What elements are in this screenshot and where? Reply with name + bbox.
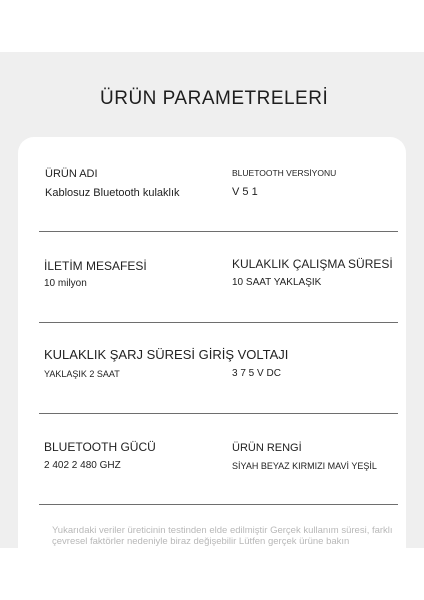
param-value-product-color: SİYAH BEYAZ KIRMIZI MAVİ YEŞİL <box>232 461 377 471</box>
row-divider <box>39 231 398 232</box>
disclaimer-line: Yukarıdaki veriler üreticinin testinden elde edilmiştir Gerçek kullanım süresi, farklı <box>52 525 393 536</box>
param-value-transmission-distance: 10 milyon <box>44 278 87 289</box>
param-value-bluetooth-version: V 5 1 <box>232 186 258 198</box>
row-divider <box>39 504 398 505</box>
param-label-product-name: ÜRÜN ADI <box>45 168 98 180</box>
param-value-product-name: Kablosuz Bluetooth kulaklık <box>45 187 180 199</box>
row-divider <box>39 322 398 323</box>
disclaimer-line: çevresel faktörler nedeniyle biraz değişebilir Lütfen gerçek ürüne bakın <box>52 536 350 547</box>
param-value-charge-time: YAKLAŞIK 2 SAAT <box>44 369 120 379</box>
page-title: ÜRÜN PARAMETRELERİ <box>100 88 329 109</box>
param-value-bluetooth-power: 2 402 2 480 GHZ <box>44 460 121 471</box>
param-label-bluetooth-power: BLUETOOTH GÜCÜ <box>44 440 156 454</box>
param-label-working-time: KULAKLIK ÇALIŞMA SÜRESİ <box>232 257 393 271</box>
param-label-transmission-distance: İLETİM MESAFESİ <box>44 259 147 273</box>
row-divider <box>39 413 398 414</box>
param-value-input-voltage: 3 7 5 V DC <box>232 368 281 379</box>
param-value-working-time: 10 SAAT YAKLAŞIK <box>232 277 322 288</box>
param-label-bluetooth-version: BLUETOOTH VERSİYONU <box>232 168 337 178</box>
param-label-charge-time-voltage: KULAKLIK ŞARJ SÜRESİ GİRİŞ VOLTAJI <box>44 347 289 362</box>
disclaimer-note <box>52 525 392 547</box>
param-label-product-color: ÜRÜN RENGİ <box>232 442 302 454</box>
